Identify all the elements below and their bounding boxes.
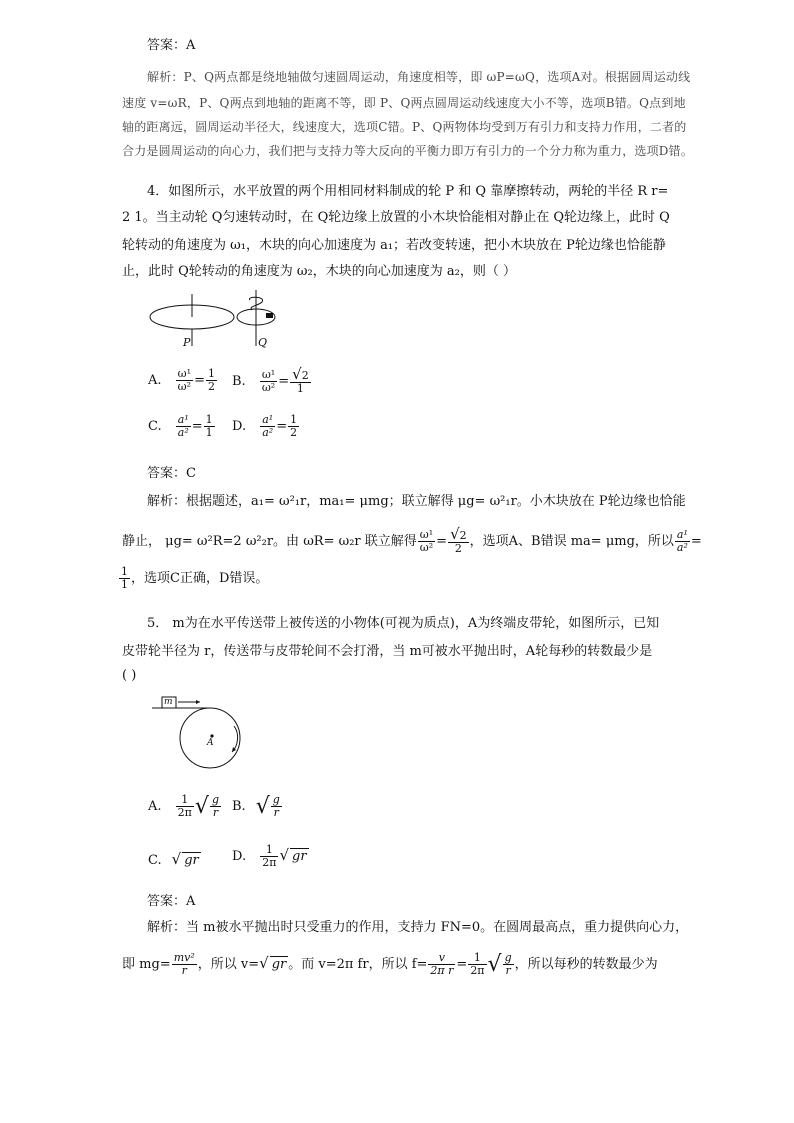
q5-opt-c-rad: gr	[184, 853, 199, 868]
opt-a-label: A.	[148, 373, 162, 388]
opt-c-num1: a¹	[177, 413, 189, 426]
q5-line3: ( )	[122, 668, 137, 683]
opt-b-num1: ω¹	[261, 368, 276, 381]
q4-option-b: B. $\frac{\text{ω¹}}{\text{ω²}}$ = $\frac{√2}{1}$	[232, 365, 309, 395]
q5-line1: 5． m为在水平传送带上被传送的小物体(可视为质点)，A为终端皮带轮，如图所示，已知	[147, 616, 660, 631]
q5-answer: 答案：A	[147, 894, 196, 909]
opt-b-den1: ω²	[261, 381, 276, 394]
q4-frac2-den: 2	[454, 542, 462, 555]
prev-analysis-line4: 合力是圆周运动的向心力，我们把与支持力等大反向的平衡力即万有引力的一个分力称为重力，选项D错。	[122, 144, 694, 158]
q5-l2-post: ，所以每秒的转数最少为	[514, 957, 658, 972]
q4-analysis-l2a: 静止， μg= ω²R=2 ω²₂r。由 ωR= ω₂r 联立解得	[122, 534, 417, 549]
prev-analysis-line1: 解析：P、Q两点都是绕地轴做匀速圆周运动，角速度相等，即 ωP=ωQ，选项A对。根据圆周运动线	[147, 70, 691, 84]
q5-l2-f1-den: 2π r	[430, 964, 454, 977]
q5-analysis-line2: 即 mg= $\frac{\text{mv²}}{r}$ ，所以 v=√ gr 。而 v=2π fr，所以 f= $\frac{v}{\text{2π r}}$ = $\frac{1}{2\pi}$ √ $\frac{g}{r}$ ，所以每秒的转数最少为	[122, 951, 658, 977]
q4-frac3-num: a¹	[676, 528, 688, 541]
prev-analysis-line2: 速度 v=ωR，P、Q两点到地轴的距离不等，即 P、Q两点圆周运动线速度大小不等，选项B错。Q点到地	[122, 96, 686, 110]
prev-answer: 答案：A	[147, 38, 196, 53]
q5-l2-f2-num: 1	[468, 952, 486, 965]
opt-a-den1: ω²	[177, 380, 192, 393]
q5-l2-mid1: ，所以 v=	[197, 957, 260, 972]
q5-opt-b-rad-den: r	[273, 806, 279, 819]
q4-line3: 轮转动的角速度为 ω₁，木块的向心加速度为 a₁；若改变转速，把小木块放在 P轮边缘也恰能静	[122, 238, 666, 253]
prev-analysis-line3: 轴的距离远，圆周运动半径大，线速度大，选项C错。P、Q两物体均受到万有引力和支持力作用，二者的	[122, 120, 687, 134]
q5-opt-a-num: 1	[176, 794, 194, 807]
opt-d-den1: a²	[262, 426, 274, 439]
q5-l2-eq: =	[456, 957, 468, 972]
opt-d-label: D.	[232, 419, 247, 434]
q4-option-d: D. $\frac{\text{a¹}}{\text{a²}}$ = $\frac{1}{2}$	[232, 413, 298, 439]
q5-opt-b-rad-num: g	[272, 793, 280, 806]
motion-arrow-head	[196, 700, 200, 704]
opt-c-den1: a²	[177, 426, 189, 439]
q5-option-c: C. √ gr	[148, 850, 199, 868]
opt-b-num2: 2	[301, 369, 309, 382]
opt-c-den2: 1	[205, 426, 213, 439]
opt-b-label: B.	[232, 374, 246, 389]
opt-b-den2: 1	[296, 382, 304, 395]
q4-analysis-l2b: ，选项A、B错误 ma= μmg，所以	[469, 534, 674, 549]
q5-opt-d-num: 1	[260, 844, 278, 857]
opt-d-den2: 2	[290, 426, 298, 439]
opt-d-num1: a¹	[262, 413, 274, 426]
q4-frac3-den: a²	[676, 541, 688, 554]
label-q: Q	[258, 336, 268, 349]
q5-opt-b-label: B.	[232, 799, 246, 814]
q5-option-b: B. √ $\frac{g}{r}$	[232, 793, 280, 819]
q5-opt-a-den: 2π	[177, 806, 192, 819]
q4-analysis-line1: 解析：根据题述，a₁= ω²₁r，ma₁= μmg；联立解得 μg= ω²₁r。小木块放在 P轮边缘也恰能	[147, 494, 686, 509]
q4-l3-den: 1	[121, 578, 128, 591]
q4-frac-num: ω¹	[419, 528, 434, 541]
q4-analysis-line3	[118, 566, 268, 591]
q5-opt-d-label: D.	[232, 849, 247, 864]
opt-a-num2: 1	[207, 367, 215, 380]
label-m: m	[164, 697, 173, 707]
q5-l2-frac-den: r	[181, 964, 187, 977]
q4-line2: 2 1。当主动轮 Q匀速转动时，在 Q轮边缘上放置的小木块恰能相对静止在 Q轮边缘上，此时 Q	[122, 210, 670, 225]
q4-analysis-l3: ，选项C正确，D错误。	[131, 571, 269, 586]
q4-line4: 止，此时 Q轮转动的角速度为 ω₂，木块的向心加速度为 a₂，则（ ）	[122, 264, 516, 279]
q5-opt-a-label: A.	[148, 799, 162, 814]
q5-l2-rad-den: r	[505, 964, 511, 977]
q5-l2-frac-num: mv²	[173, 951, 195, 964]
q5-option-a: A. $\frac{1}{2\pi}$ √ $\frac{g}{r}$	[148, 793, 219, 819]
q5-analysis-line1: 解析：当 m被水平抛出时只受重力的作用，支持力 FN=0。在圆周最高点，重力提供向心力，	[147, 920, 689, 935]
q5-l2-mid2: 。而 v=2π fr，所以 f=	[288, 957, 428, 972]
opt-c-num2: 1	[205, 413, 213, 426]
opt-c-label: C.	[148, 419, 162, 434]
q5-l2-rad-num: g	[504, 951, 512, 964]
q5-l2-pre: 即 mg=	[122, 957, 171, 972]
wood-block	[266, 313, 273, 318]
q5-opt-a-rad-den: r	[212, 806, 219, 819]
opt-a-num1: ω¹	[177, 367, 192, 380]
q5-opt-a-rad-num: g	[211, 793, 219, 806]
q4-option-c: C. $\frac{\text{a¹}}{\text{a²}}$ = $\frac{1}{1}$	[148, 413, 213, 439]
q4-l3-num: 1	[121, 565, 128, 578]
q5-option-d: D. $\frac{1}{2\pi}$ √ gr	[232, 843, 307, 869]
label-p: P	[183, 336, 191, 349]
q4-line1: 4．如图所示，水平放置的两个用相同材料制成的轮 P 和 Q 靠摩擦转动，两轮的半径 R r=	[147, 184, 669, 199]
q5-opt-d-den: 2π	[262, 856, 277, 869]
q5-line2: 皮带轮半径为 r，传送带与皮带轮间不会打滑，当 m可被水平抛出时，A轮每秒的转数最少是	[122, 644, 653, 659]
q5-l2-rad: gr	[271, 957, 287, 972]
q4-frac-den: ω²	[419, 541, 434, 554]
q4-analysis-line2: 静止， μg= ω²R=2 ω²₂r。由 ωR= ω₂r 联立解得 $\frac{\text{ω¹}}{\text{ω²}}$ = $\frac{√2}{2}$ ，选项A、B错误 ma= μmg，所以 $\frac{\text{a¹}}{\text{a²}}$ =	[122, 525, 702, 555]
q5-l2-f2-den: 2π	[470, 964, 485, 977]
q4-frac2-num: 2	[459, 529, 467, 542]
q4-option-a: A. $\frac{\text{ω¹}}{\text{ω²}}$ = $\frac{1}{2}$	[148, 367, 215, 393]
q5-opt-c-label: C.	[148, 853, 162, 868]
q5-l2-f1-num: v	[428, 952, 455, 965]
q5-opt-d-rad: gr	[292, 849, 307, 864]
label-a: A	[207, 738, 214, 748]
q4-answer: 答案：C	[147, 466, 196, 481]
opt-d-num2: 1	[290, 413, 298, 426]
opt-a-den2: 2	[207, 380, 215, 393]
